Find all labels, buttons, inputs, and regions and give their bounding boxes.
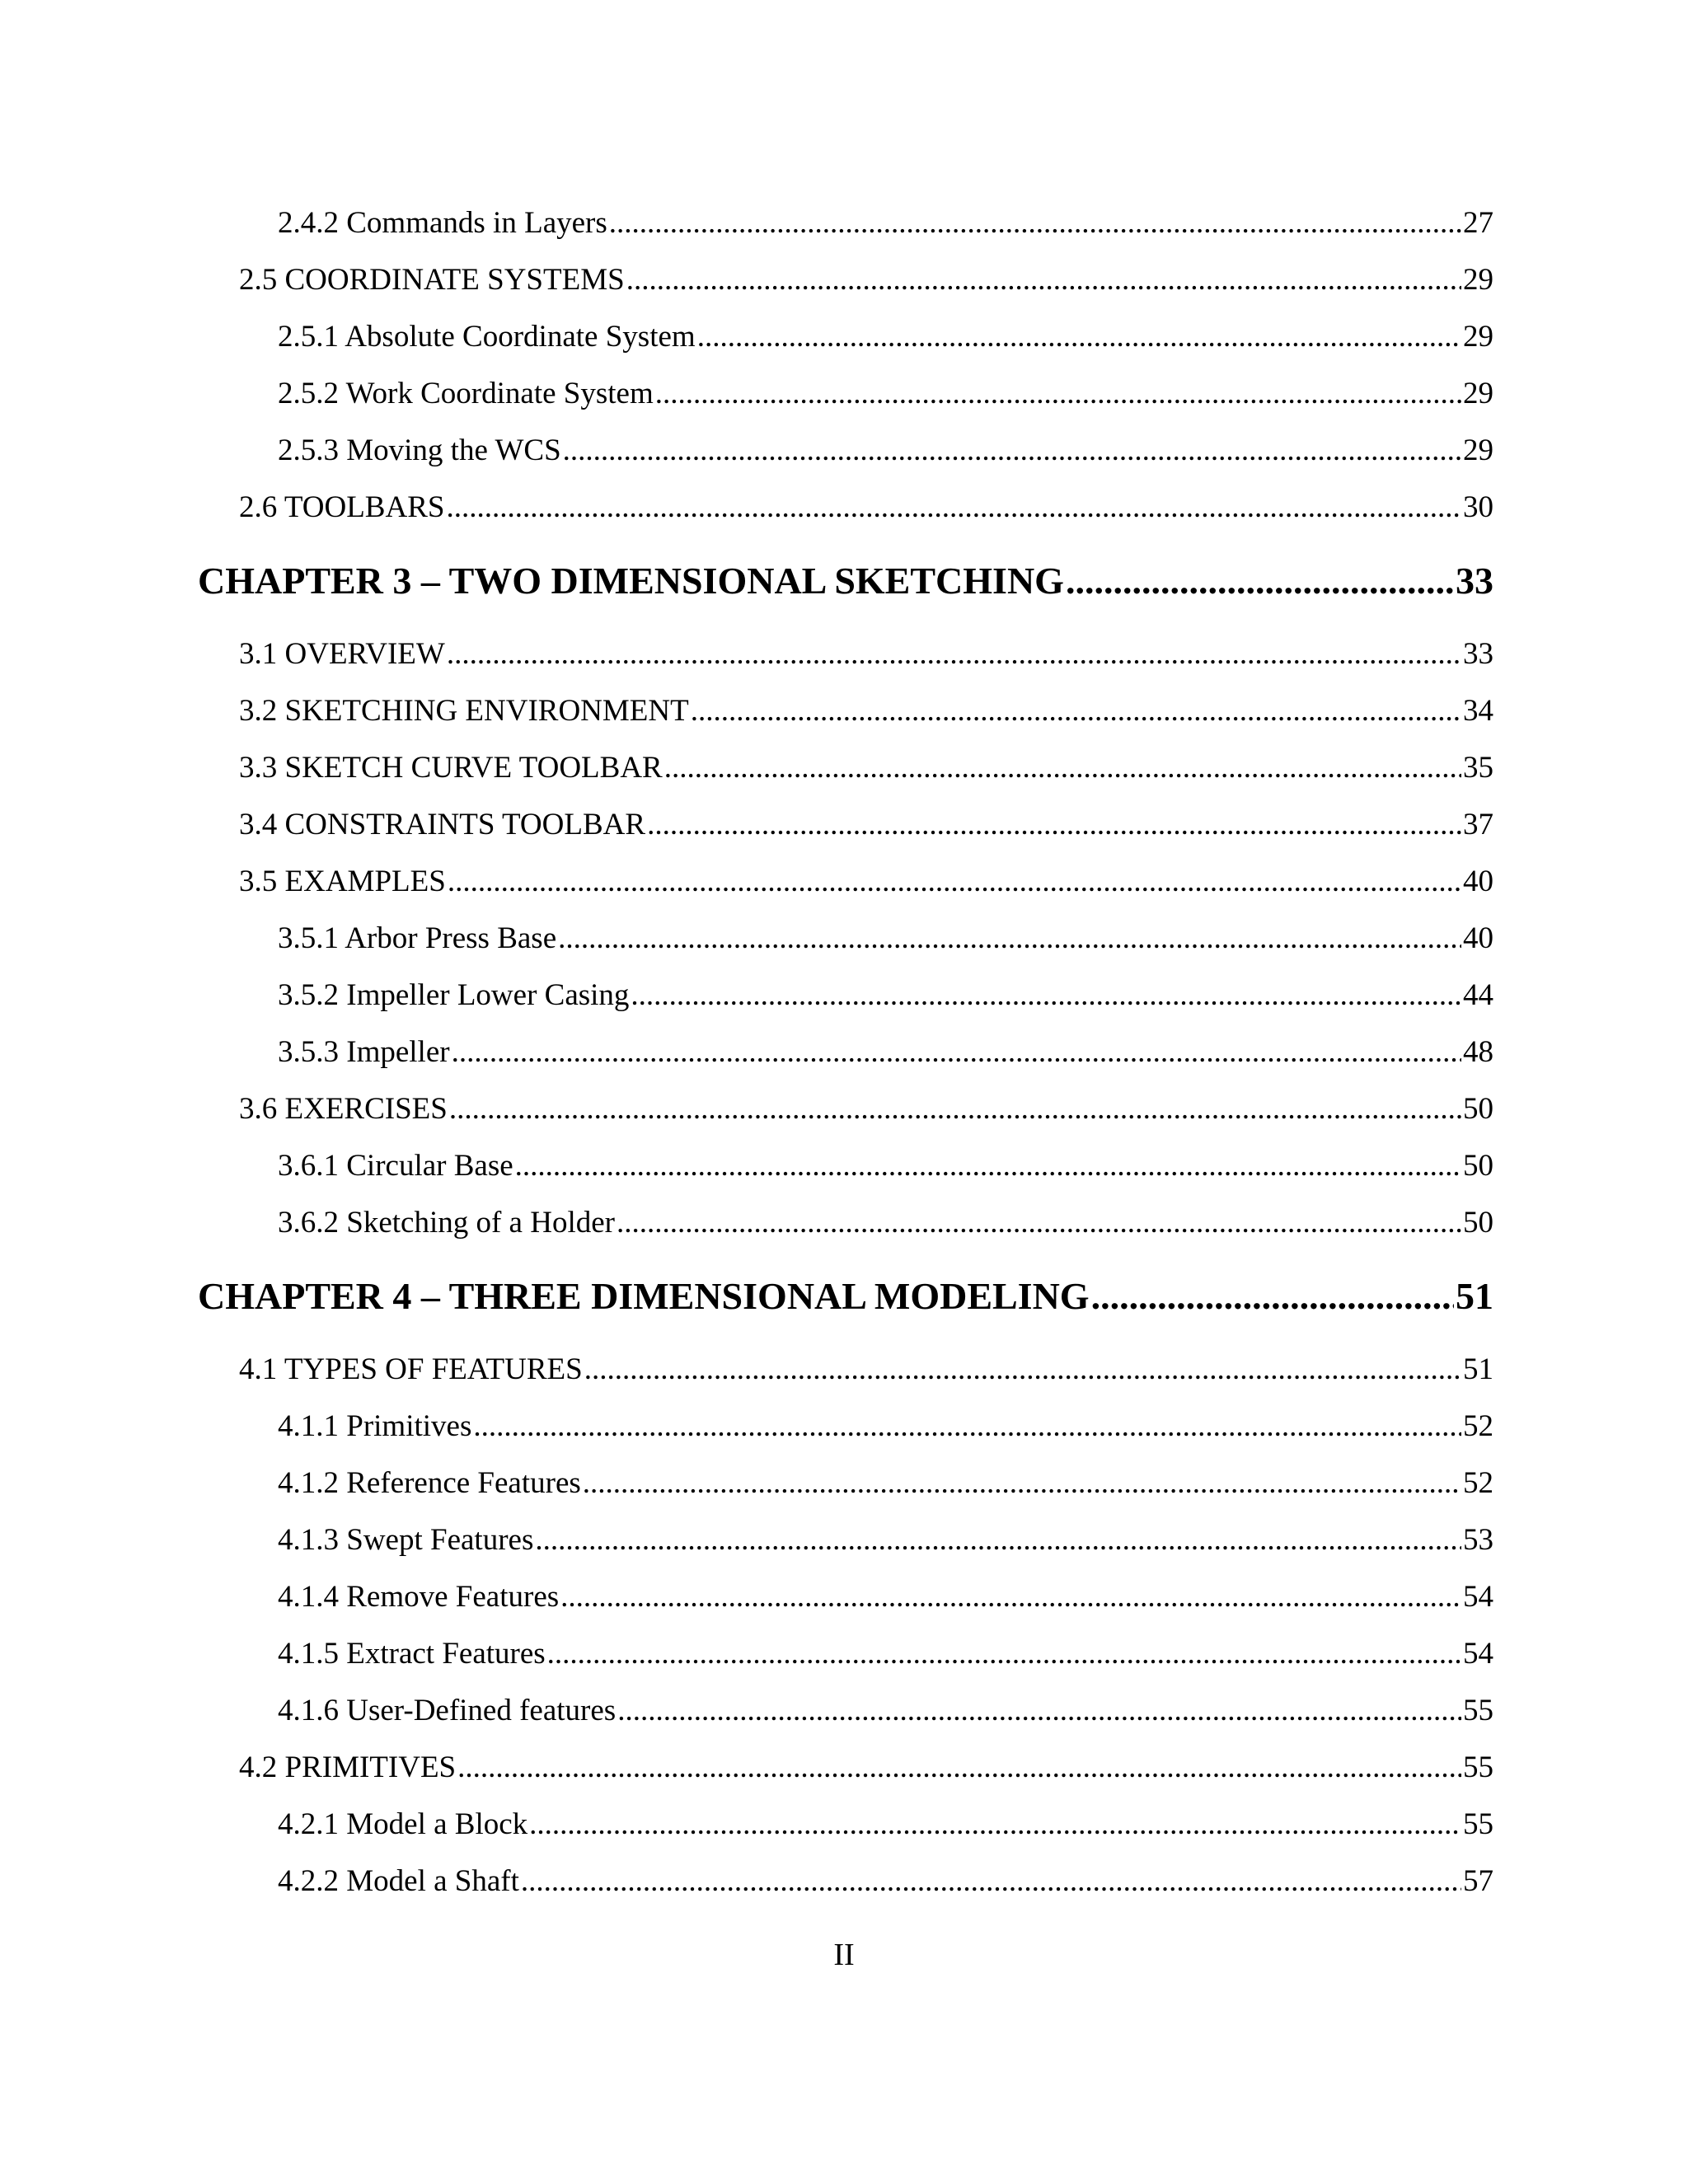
toc-entry[interactable] bbox=[198, 1739, 1493, 1796]
toc-entry-page-number: 40 bbox=[1461, 853, 1493, 910]
toc-entry-label: CHAPTER 3 – TWO DIMENSIONAL SKETCHING bbox=[198, 536, 1066, 626]
toc-entry[interactable] bbox=[198, 1568, 1493, 1625]
toc-entry-page-number: 44 bbox=[1461, 967, 1493, 1024]
toc-entry[interactable] bbox=[198, 1455, 1493, 1511]
toc-entry-label: 4.2.2 Model a Shaft bbox=[278, 1853, 521, 1910]
dot-leader bbox=[558, 910, 1461, 967]
toc-entry[interactable] bbox=[198, 1853, 1493, 1910]
toc-entry-page-number: 51 bbox=[1461, 1341, 1493, 1398]
toc-entry-label: 2.6 TOOLBARS bbox=[239, 479, 446, 536]
toc-entry-page-number: 54 bbox=[1461, 1568, 1493, 1625]
toc-entry-label: 3.5 EXAMPLES bbox=[239, 853, 448, 910]
dot-leader bbox=[631, 967, 1461, 1024]
toc-entry[interactable] bbox=[198, 1511, 1493, 1568]
toc-entry-label: 4.2.1 Model a Block bbox=[278, 1796, 529, 1853]
dot-leader bbox=[515, 1137, 1461, 1194]
toc-entry-label: 3.6.2 Sketching of a Holder bbox=[278, 1194, 617, 1251]
toc-entry[interactable] bbox=[198, 1194, 1493, 1251]
toc-entry-page-number: 50 bbox=[1461, 1080, 1493, 1137]
dot-leader bbox=[1066, 536, 1454, 626]
toc-entry-page-number: 29 bbox=[1461, 251, 1493, 308]
toc-entry-page-number: 55 bbox=[1461, 1682, 1493, 1739]
toc-entry-label: 2.5.2 Work Coordinate System bbox=[278, 365, 655, 422]
toc-entry[interactable] bbox=[198, 422, 1493, 479]
toc-entry-label: 2.5 COORDINATE SYSTEMS bbox=[239, 251, 626, 308]
toc-entry[interactable] bbox=[198, 1625, 1493, 1682]
dot-leader bbox=[617, 1682, 1461, 1739]
toc-entry[interactable] bbox=[198, 739, 1493, 796]
toc-entry-label: 3.1 OVERVIEW bbox=[239, 626, 447, 682]
dot-leader bbox=[584, 1341, 1461, 1398]
dot-leader bbox=[446, 479, 1461, 536]
toc-entry-label: 3.6 EXERCISES bbox=[239, 1080, 449, 1137]
toc-entry-label: 4.1.4 Remove Features bbox=[278, 1568, 560, 1625]
toc-entry[interactable] bbox=[198, 910, 1493, 967]
dot-leader bbox=[697, 308, 1461, 365]
toc-entry-page-number: 51 bbox=[1454, 1251, 1493, 1341]
toc-entry-page-number: 57 bbox=[1461, 1853, 1493, 1910]
toc-entry-page-number: 55 bbox=[1461, 1739, 1493, 1796]
toc-entry-page-number: 29 bbox=[1461, 365, 1493, 422]
toc-entry-label: 4.1 TYPES OF FEATURES bbox=[239, 1341, 584, 1398]
toc-entry-label: 3.3 SKETCH CURVE TOOLBAR bbox=[239, 739, 664, 796]
toc-entry-page-number: 30 bbox=[1461, 479, 1493, 536]
toc-entry-page-number: 34 bbox=[1461, 682, 1493, 739]
toc-entry-label: 2.5.3 Moving the WCS bbox=[278, 422, 563, 479]
dot-leader bbox=[529, 1796, 1461, 1853]
dot-leader bbox=[1091, 1251, 1454, 1341]
toc-entry-label: 2.4.2 Commands in Layers bbox=[278, 194, 609, 251]
toc-entry[interactable] bbox=[198, 1024, 1493, 1080]
dot-leader bbox=[691, 682, 1461, 739]
toc-entry[interactable] bbox=[198, 796, 1493, 853]
toc-entry-page-number: 53 bbox=[1461, 1511, 1493, 1568]
toc-entry-label: 2.5.1 Absolute Coordinate System bbox=[278, 308, 697, 365]
toc-entry-page-number: 50 bbox=[1461, 1137, 1493, 1194]
toc-entry-label: 3.6.1 Circular Base bbox=[278, 1137, 515, 1194]
toc-entry-label: 4.1.6 User-Defined features bbox=[278, 1682, 617, 1739]
toc-entry-page-number: 29 bbox=[1461, 308, 1493, 365]
page-footer-number: II bbox=[833, 1938, 855, 1972]
toc-entry-label: 3.5.2 Impeller Lower Casing bbox=[278, 967, 631, 1024]
toc-entry-page-number: 35 bbox=[1461, 739, 1493, 796]
dot-leader bbox=[626, 251, 1461, 308]
toc-entry-label: 3.5.3 Impeller bbox=[278, 1024, 452, 1080]
toc-entry[interactable] bbox=[198, 1682, 1493, 1739]
dot-leader bbox=[473, 1398, 1461, 1455]
toc-entry-page-number: 52 bbox=[1461, 1455, 1493, 1511]
dot-leader bbox=[449, 1080, 1461, 1137]
table-of-contents bbox=[198, 194, 1493, 1910]
toc-entry-label: 4.1.5 Extract Features bbox=[278, 1625, 547, 1682]
toc-entry-label: CHAPTER 4 – THREE DIMENSIONAL MODELING bbox=[198, 1251, 1091, 1341]
dot-leader bbox=[655, 365, 1461, 422]
toc-entry-label: 4.1.2 Reference Features bbox=[278, 1455, 583, 1511]
toc-entry-label: 4.1.1 Primitives bbox=[278, 1398, 473, 1455]
toc-entry-label: 3.5.1 Arbor Press Base bbox=[278, 910, 558, 967]
toc-entry[interactable] bbox=[198, 365, 1493, 422]
toc-entry-page-number: 33 bbox=[1461, 626, 1493, 682]
toc-entry-page-number: 48 bbox=[1461, 1024, 1493, 1080]
toc-entry[interactable] bbox=[198, 682, 1493, 739]
toc-entry-page-number: 29 bbox=[1461, 422, 1493, 479]
toc-entry-label: 3.4 CONSTRAINTS TOOLBAR bbox=[239, 796, 647, 853]
toc-entry[interactable] bbox=[198, 308, 1493, 365]
dot-leader bbox=[664, 739, 1461, 796]
dot-leader bbox=[457, 1739, 1461, 1796]
toc-entry[interactable] bbox=[198, 1137, 1493, 1194]
toc-chapter-entry[interactable] bbox=[198, 536, 1493, 626]
dot-leader bbox=[448, 853, 1461, 910]
toc-entry[interactable] bbox=[198, 626, 1493, 682]
dot-leader bbox=[535, 1511, 1461, 1568]
dot-leader bbox=[521, 1853, 1461, 1910]
dot-leader bbox=[547, 1625, 1461, 1682]
dot-leader bbox=[647, 796, 1461, 853]
toc-entry-label: 4.1.3 Swept Features bbox=[278, 1511, 535, 1568]
toc-entry[interactable] bbox=[198, 194, 1493, 251]
toc-entry-page-number: 54 bbox=[1461, 1625, 1493, 1682]
dot-leader bbox=[617, 1194, 1461, 1251]
toc-entry-page-number: 33 bbox=[1454, 536, 1493, 626]
toc-entry[interactable] bbox=[198, 1796, 1493, 1853]
toc-entry-page-number: 50 bbox=[1461, 1194, 1493, 1251]
dot-leader bbox=[563, 422, 1461, 479]
toc-entry[interactable] bbox=[198, 1398, 1493, 1455]
toc-entry-page-number: 40 bbox=[1461, 910, 1493, 967]
toc-entry-page-number: 55 bbox=[1461, 1796, 1493, 1853]
toc-entry[interactable] bbox=[198, 251, 1493, 308]
dot-leader bbox=[583, 1455, 1461, 1511]
dot-leader bbox=[447, 626, 1461, 682]
dot-leader bbox=[609, 194, 1461, 251]
toc-entry-label: 3.2 SKETCHING ENVIRONMENT bbox=[239, 682, 691, 739]
toc-entry[interactable] bbox=[198, 1080, 1493, 1137]
toc-chapter-entry[interactable] bbox=[198, 1251, 1493, 1341]
toc-entry-page-number: 52 bbox=[1461, 1398, 1493, 1455]
toc-entry[interactable] bbox=[198, 479, 1493, 536]
toc-entry-page-number: 27 bbox=[1461, 194, 1493, 251]
toc-entry[interactable] bbox=[198, 853, 1493, 910]
dot-leader bbox=[452, 1024, 1461, 1080]
toc-entry-page-number: 37 bbox=[1461, 796, 1493, 853]
toc-entry[interactable] bbox=[198, 967, 1493, 1024]
toc-entry-label: 4.2 PRIMITIVES bbox=[239, 1739, 457, 1796]
toc-entry[interactable] bbox=[198, 1341, 1493, 1398]
dot-leader bbox=[560, 1568, 1461, 1625]
